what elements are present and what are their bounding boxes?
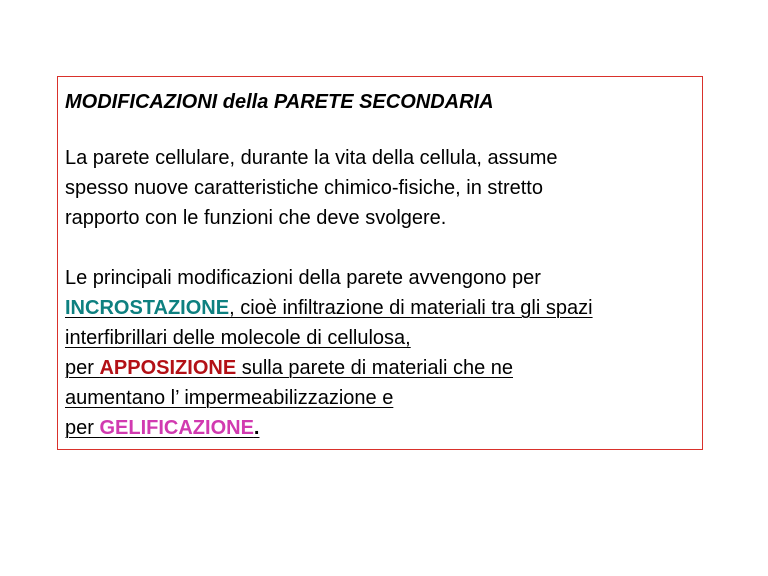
intro-line-3: rapporto con le funzioni che deve svolgere.	[65, 207, 447, 229]
modifications-line-1: Le principali modificazioni della parete avvengono per	[65, 267, 541, 289]
paragraph-modifications	[65, 263, 702, 443]
modifications-line-5: aumentano l’ impermeabilizzazione e	[65, 387, 394, 409]
modifications-line-2	[65, 297, 593, 319]
modifications-line-6-prefix: per	[65, 417, 100, 439]
modifications-line-4-rest: sulla parete di materiali che ne	[236, 357, 513, 379]
paragraph-intro	[65, 143, 702, 233]
modifications-line-3: interfibrillari delle molecole di cellulosa,	[65, 327, 411, 349]
intro-line-2: spesso nuove caratteristiche chimico-fisiche, in stretto	[65, 177, 543, 199]
intro-line-1: La parete cellulare, durante la vita della cellula, assume	[65, 147, 558, 169]
keyword-gelificazione: GELIFICAZIONE	[99, 417, 254, 439]
modifications-line-4	[65, 357, 513, 379]
modifications-line-2-rest: , cioè infiltrazione di materiali tra gli spazi	[229, 297, 593, 319]
content-box	[57, 76, 703, 450]
modifications-line-6	[65, 417, 259, 439]
keyword-incrostazione: INCROSTAZIONE	[65, 297, 230, 319]
keyword-apposizione: APPOSIZIONE	[99, 357, 237, 379]
modifications-line-4-prefix: per	[65, 357, 100, 379]
final-period: .	[253, 417, 260, 439]
slide-title: MODIFICAZIONI della PARETE SECONDARIA	[65, 91, 494, 113]
